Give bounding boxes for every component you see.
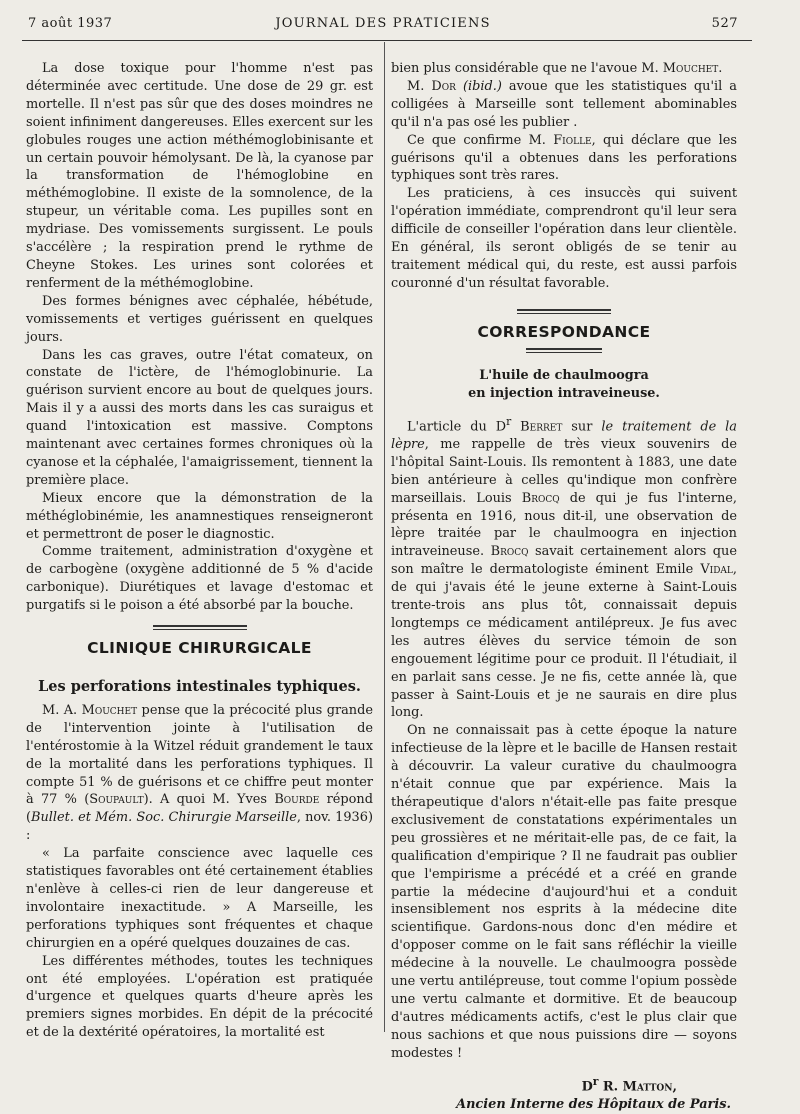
left-column: [26, 60, 373, 1042]
text-run: Ce que confirme M.: [407, 132, 554, 148]
text-run: , de qui j'avais été le jeune externe à Saint-Louis trente-trois ans plus tôt, connaissait depuis longtemps ce médicament antilépreux. Je fus avec les autres élèves du service témoin de son engouement légitime pour ce produit. Il l'étudiait, il en parlait sans cesse. Je ne fis, cette année là, que passer à Saint-Louis et je ne saurais en dire plus long.: [391, 562, 737, 721]
paragraph: [26, 702, 373, 845]
title-line: en injection intraveineuse.: [468, 385, 660, 401]
author-mouchet: Mouchet: [662, 61, 719, 76]
author-dor: Dor: [431, 78, 456, 94]
section-rule: [153, 625, 247, 630]
paragraph: Dans les cas graves, outre l'état comateux, on constate de l'ictère, de l'hémoglobinurie. La guérison survient encore au bout de quelques jours. Mais il y a aussi des morts dans les cas suraigus et quand l'intoxication est massive. Comptons maintenant avec certaines formes chroniques où la cyanose et la céphalée, l'amaigrissement, tiennent la première place.: [26, 347, 373, 488]
paragraph: Les praticiens, à ces insuccès qui suivent l'opération immédiate, comprendront qu'il leur sera difficile de conseiller l'opération dans leur clientèle. En général, ils seront obligés de se tenir au traitement médical qui, du reste, est aussi parfois couronné d'un résultat favorable.: [391, 186, 737, 291]
text-run: D: [581, 1078, 593, 1094]
text-run: répond (: [26, 792, 373, 826]
author-prefix: M. A.: [42, 702, 78, 718]
column-divider: [384, 42, 385, 1032]
signature-name: [391, 1073, 737, 1096]
article-title-perforations: Les perforations intestinales typhiques.: [38, 678, 361, 695]
text-run: pense que la précocité plus grande de l'intervention jointe à l'utilisation de l'entérostomie à la Witzel réduit grandement le taux de la mortalité dans les perforations typhiques. Il compte 51 % de guérisons et ce chiffre peut monter à 77 % (: [26, 702, 373, 808]
paragraph: On ne connaissait pas à cette époque la nature infectieuse de la lèpre et le bacille de Hansen restait à découvrir. La valeur curative du chaulmoogra n'était connue que par expérience. Mais la thérapeutique d'alors n'était-elle pas faite presque exclusivement de constatations expérimentales un peu grossières et ne méritait-elle pas, de ce fait, la qualification d'empirique ? Il ne faudrait pas oublier que l'empirisme a précédé et a créé en grande partie la médecine d'aujourd'hui et a conduit insensiblement nos esprits à la médecine dite scientifique. Gardons-nous donc d'en médire et d'opposer comme on le fait sans réfléchir la vieille médecine à la nouvelle. Le chaulmoogra possède une vertu antilépreuse, tout comme l'opium possède une vertu calmante et dormitive. Et de beaucoup d'autres médicaments actifs, c'est le plus clair que nous sachions et que nous puissions dire — soyons modestes !: [391, 723, 737, 1061]
section-rule: [526, 348, 602, 353]
paragraph: Comme traitement, administration d'oxygène et de carbogène (oxygène additionné de 5 % d'acide carbonique). Diurétiques et lavage d'estomac et purgatifs si le poison a été absorbé par la bouche.: [26, 544, 373, 614]
article-title-chaulmoogra: [391, 367, 737, 403]
paragraph: La dose toxique pour l'homme n'est pas déterminée avec certitude. Une dose de 29 gr. est mortelle. Il n'est pas sûr que des doses moindres ne soient infiniment dangereuses. Elles exercent sur les globules rouges une action méthémoglobinisante et un certain pouvoir hémolysant. De là, la cyanose par la transformation de l'hémoglobine en méthémoglobine. Il existe de la somnolence, de la stupeur, un véritable coma. Les pupilles sont en mydriase. Des vomissements surgissent. Le pouls s'accélère ; la respiration prend le rythme de Cheyne Stokes. Les urines sont colorées et renferment de la méthémoglobine.: [26, 61, 373, 291]
citation: Bullet. et Mém. Soc. Chirurgie Marseille: [31, 810, 297, 826]
section-rule: [517, 309, 611, 314]
paragraph: Des formes bénignes avec céphalée, hébétude, vomissements et vertiges guérissent en quelques jours.: [26, 293, 373, 345]
title-line: L'huile de chaulmoogra: [479, 367, 649, 383]
text-run: L'article du D: [407, 418, 507, 434]
text-run: avoue que les statistiques qu'il a colligées à Marseille sont tellement abominables qu'il n'a pas osé les publier .: [391, 78, 737, 130]
author-soupault: Soupault: [89, 792, 144, 808]
author-brocq: Brocq: [521, 490, 560, 506]
paragraph: [391, 60, 737, 78]
author-matton: R. Matton,: [598, 1078, 677, 1094]
citation: (ibid.): [455, 78, 502, 94]
author-mouchet: Mouchet: [81, 702, 138, 718]
right-column: [391, 60, 737, 1114]
text-run: .: [718, 61, 723, 76]
paragraph: « La parfaite conscience avec laquelle ces statistiques favorables ont été certainement établies n'enlève à celles-ci rien de leur dangereuse et involontaire inexactitude. » A Marseille, les perforations typhiques sont fréquentes et chaque chirurgien en a opéré quelques douzaines de cas.: [26, 846, 373, 951]
journal-title: JOURNAL DES PRATICIENS: [275, 16, 491, 31]
superscript: r: [506, 414, 512, 428]
text-run: savait certainement alors que son maître le dermatologiste éminent Emile: [391, 544, 737, 578]
author-brocq: Brocq: [490, 544, 529, 560]
paragraph: Les différentes méthodes, toutes les techniques ont été employées. L'opération est pratiquée d'urgence et quelques quarts d'heure après les premiers signes morbides. En dépit de la précocité et de la dextérité opératoires, la mortalité est: [26, 953, 373, 1041]
text-run: sur: [562, 418, 602, 434]
page-number: 527: [711, 16, 738, 31]
text-run: , nov. 1936) :: [26, 810, 373, 844]
page-header: [28, 16, 738, 36]
text-run: ). A quoi M. Yves: [143, 792, 275, 808]
text-run: de qui je fus l'interne, présenta en 1916, nous dit-il, une observation de lèpre traitée par le chaulmoogra en injection intraveineuse.: [391, 490, 738, 560]
paragraph: [391, 78, 737, 132]
author-bourde: Bourde: [274, 792, 320, 808]
paragraph: [391, 413, 737, 723]
text-run: , me rappelle de très vieux souvenirs de l'hôpital Saint-Louis. Ils remontent à 1883, une date bien antérieure à celles qu'indique mon confrère marseillais. Louis: [391, 436, 737, 506]
author-vidal: Vidal: [700, 562, 733, 578]
issue-date: 7 août 1937: [28, 16, 113, 31]
paragraph: Mieux encore que la démonstration de la méthéglobinémie, les anamnestiques renseigneront et permettront de poser le diagnostic.: [26, 490, 373, 542]
text-run: , qui déclare que les guérisons qu'il a obtenues dans les perforations typhiques sont très rares.: [391, 132, 737, 184]
text-run: bien plus considérable que ne l'avoue M.: [391, 61, 663, 76]
section-title-clinique: CLINIQUE CHIRURGICALE: [87, 639, 312, 658]
section-title-correspondance: CORRESPONDANCE: [477, 322, 651, 341]
signature-title: Ancien Interne des Hôpitaux de Paris.: [456, 1096, 731, 1112]
italic-title: le traitement de la lèpre: [391, 418, 737, 452]
author-berret: Berret: [511, 418, 563, 434]
paragraph: [391, 132, 737, 186]
author-fiolle: Fiolle: [553, 132, 592, 148]
header-rule: [22, 40, 752, 41]
text-run: M.: [407, 78, 432, 94]
superscript: r: [592, 1074, 599, 1088]
